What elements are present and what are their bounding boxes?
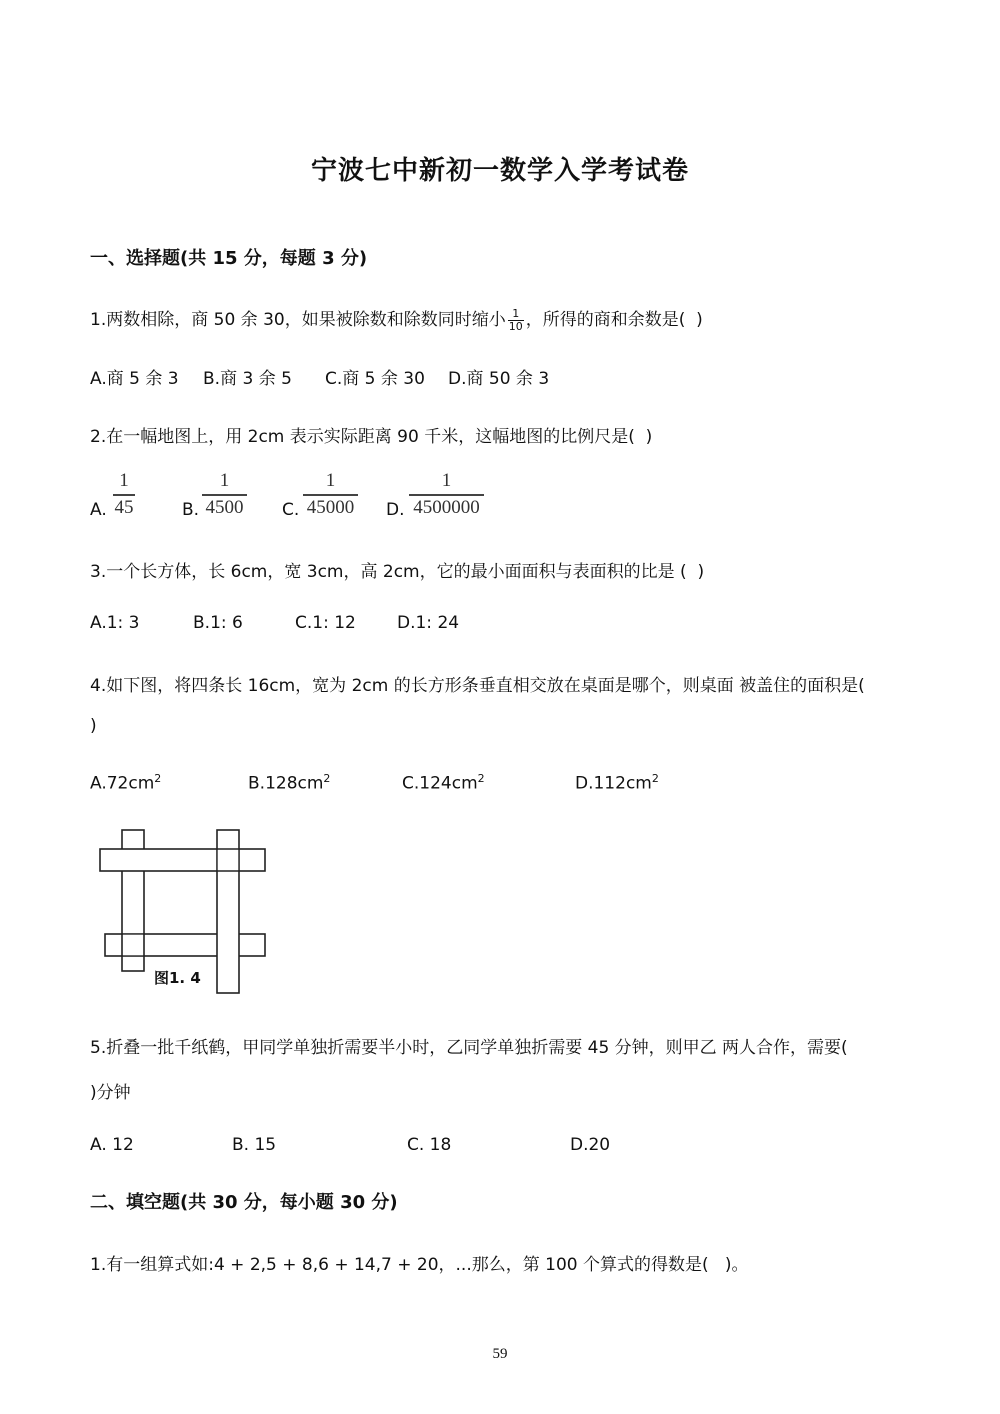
q4-option-c[interactable] — [402, 772, 485, 794]
section-1-heading: 一、选择题(共 15 分，每题 3 分) — [90, 248, 368, 269]
q2-option-c-letter[interactable]: C. — [282, 500, 300, 520]
q3-option-a[interactable]: A.1: 3 — [90, 613, 140, 633]
question-4-line-1: 4.如下图，将四条长 16cm，宽为 2cm 的长方形条垂直相交放在桌面是哪个，则桌面 被盖住的面积是( — [90, 676, 865, 696]
q1-option-c[interactable]: C.商 5 余 30 — [325, 369, 425, 389]
q4-option-b[interactable] — [248, 772, 330, 794]
question-3: 3.一个长方体，长 6cm，宽 3cm，高 2cm，它的最小面面积与表面积的比是 ( ) — [90, 562, 705, 582]
q1-option-d[interactable]: D.商 50 余 3 — [448, 369, 550, 389]
q1-option-a[interactable]: A.商 5 余 3 — [90, 369, 179, 389]
page-title: 宁波七中新初一数学入学考试卷 — [310, 156, 689, 186]
superscript: 2 — [477, 772, 485, 785]
q2-option-b-fraction[interactable] — [202, 470, 247, 519]
page-number: 59 — [492, 1346, 508, 1362]
question-5-line-2: )分钟 — [90, 1083, 131, 1103]
q3-option-d[interactable]: D.1: 24 — [397, 613, 460, 633]
superscript: 2 — [651, 772, 659, 785]
q2-option-d-fraction[interactable] — [409, 470, 484, 519]
q4-option-a[interactable] — [90, 772, 161, 794]
superscript: 2 — [323, 772, 331, 785]
fraction-denominator: 45000 — [306, 497, 355, 518]
figure-caption: 图1. 4 — [154, 969, 201, 987]
fraction — [508, 308, 524, 333]
q5-option-d[interactable]: D.20 — [570, 1135, 611, 1155]
fraction-denominator: 4500000 — [413, 497, 480, 518]
question-5-line-1: 5.折叠一批千纸鹤，甲同学单独折需要半小时，乙同学单独折需要 45 分钟，则甲乙 两人合作，需要( — [90, 1038, 848, 1058]
q3-option-c[interactable]: C.1: 12 — [295, 613, 356, 633]
q3-option-b[interactable]: B.1: 6 — [193, 613, 243, 633]
fraction-denominator: 10 — [508, 319, 523, 333]
question-1-text: 1.两数相除，商 50 余 30，如果被除数和除数同时缩小 — [90, 310, 506, 330]
q4-option-d[interactable] — [575, 772, 659, 794]
strip-top-horizontal — [100, 849, 265, 871]
section-2-question-1: 1.有一组算式如:4 + 2,5 + 8,6 + 14,7 + 20，...那么，第 100 个算式的得数是( )。 — [90, 1255, 749, 1275]
q5-option-c[interactable]: C. 18 — [407, 1135, 452, 1155]
fraction-numerator: 1 — [119, 470, 129, 491]
section-2-heading: 二、填空题(共 30 分，每小题 30 分) — [90, 1192, 398, 1213]
q2-option-a-fraction[interactable] — [113, 470, 135, 519]
question-2: 2.在一幅地图上，用 2cm 表示实际距离 90 千米，这幅地图的比例尺是( ) — [90, 427, 653, 447]
q2-option-a-letter[interactable]: A. — [90, 500, 107, 520]
option-text: D.112cm — [575, 773, 652, 794]
q2-option-b-letter[interactable]: B. — [182, 500, 200, 520]
q2-option-c-fraction[interactable] — [303, 470, 358, 519]
superscript: 2 — [154, 772, 162, 785]
option-text: C.124cm — [402, 773, 478, 794]
fraction-numerator: 1 — [325, 470, 336, 491]
q2-option-d-letter[interactable]: D. — [386, 500, 405, 520]
q1-option-b[interactable]: B.商 3 余 5 — [203, 369, 292, 389]
question-1 — [90, 305, 703, 333]
question-1-text-end: ，所得的商和余数是( ) — [525, 310, 703, 330]
fraction-denominator: 45 — [114, 497, 134, 518]
fraction-denominator: 4500 — [205, 497, 244, 518]
fraction-numerator: 1 — [441, 470, 452, 491]
fraction-numerator: 1 — [508, 308, 524, 321]
question-4-line-2: ) — [90, 716, 97, 736]
q5-option-b[interactable]: B. 15 — [232, 1135, 277, 1155]
q5-option-a[interactable]: A. 12 — [90, 1135, 134, 1155]
option-text: A.72cm — [90, 773, 155, 794]
option-text: B.128cm — [248, 773, 324, 794]
fraction-numerator: 1 — [219, 470, 230, 491]
